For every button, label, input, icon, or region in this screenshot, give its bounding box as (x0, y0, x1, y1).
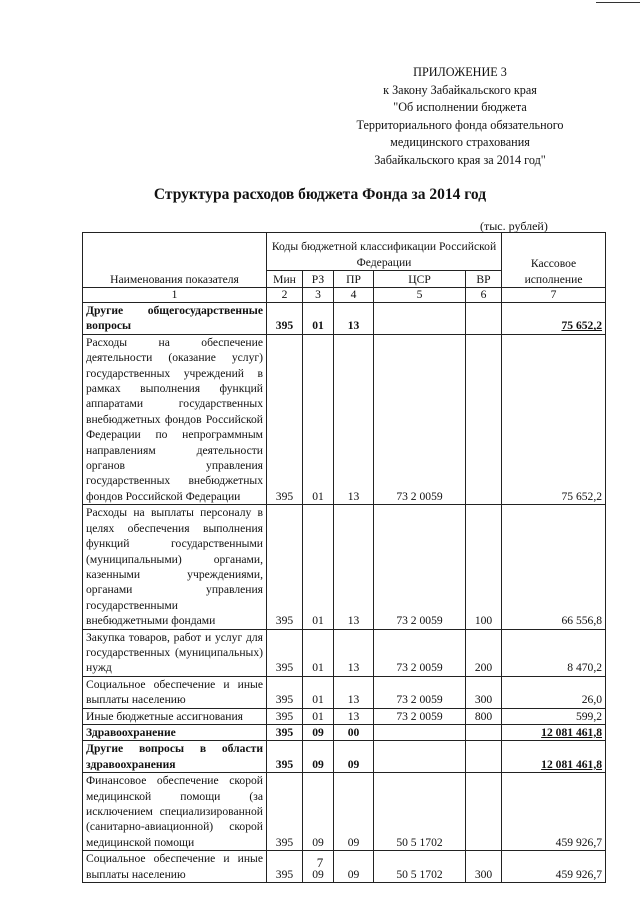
row-pr: 13 (334, 708, 374, 724)
row-min: 395 (267, 741, 303, 773)
table-row (83, 724, 606, 740)
budget-table (82, 232, 606, 883)
header-name: Наименования показателя (83, 233, 267, 288)
row-amount: 459 926,7 (502, 773, 606, 851)
row-name: Другие общегосударственные вопросы (83, 303, 267, 335)
column-number-row (83, 288, 606, 303)
row-rz: 09 (303, 724, 334, 740)
annex-line: Территориального фонда обязательного (356, 117, 564, 132)
row-vr (466, 773, 502, 851)
row-pr: 13 (334, 505, 374, 629)
row-csr: 73 2 0059 (374, 708, 466, 724)
row-csr (374, 303, 466, 335)
row-min: 395 (267, 851, 303, 883)
row-rz: 01 (303, 708, 334, 724)
annex-line: медицинского страхования (390, 135, 530, 150)
document-title: Структура расходов бюджета Фонда за 2014 год (153, 186, 487, 203)
row-name: Другие вопросы в области здравоохранения (83, 741, 267, 773)
row-pr: 13 (334, 676, 374, 708)
row-name: Расходы на выплаты персоналу в целях обеспечения выполнения функций государственными (муниципальными) органами, казенными учреждениями, органами управления государственными внебюджетными фондами (83, 505, 267, 629)
row-vr (466, 724, 502, 740)
row-vr (466, 334, 502, 504)
table-row (83, 773, 606, 851)
row-amount: 75 652,2 (502, 303, 606, 335)
row-pr: 13 (334, 303, 374, 335)
annex-line: к Закону Забайкальского края (383, 82, 537, 97)
row-amount: 459 926,7 (502, 851, 606, 883)
header-pr: ПР (334, 271, 374, 288)
column-number: 2 (267, 288, 303, 303)
row-vr (466, 303, 502, 335)
row-csr (374, 724, 466, 740)
row-vr: 100 (466, 505, 502, 629)
row-name: Здравоохранение (83, 724, 267, 740)
column-number: 1 (83, 288, 267, 303)
row-min: 395 (267, 708, 303, 724)
table-row (83, 676, 606, 708)
row-csr: 73 2 0059 (374, 505, 466, 629)
annex-line: Забайкальского края за 2014 год" (374, 152, 546, 167)
row-pr: 13 (334, 629, 374, 676)
row-amount: 66 556,8 (502, 505, 606, 629)
header-amount: Кассовое исполнение (502, 233, 606, 288)
column-number: 6 (466, 288, 502, 303)
column-number: 4 (334, 288, 374, 303)
row-min: 395 (267, 629, 303, 676)
row-pr: 13 (334, 334, 374, 504)
row-vr (466, 741, 502, 773)
table-row (83, 505, 606, 629)
row-amount: 75 652,2 (502, 334, 606, 504)
row-vr: 200 (466, 629, 502, 676)
annex-line: "Об исполнении бюджета (393, 100, 527, 115)
row-min: 395 (267, 334, 303, 504)
row-csr: 73 2 0059 (374, 629, 466, 676)
row-rz: 01 (303, 676, 334, 708)
table-row (83, 741, 606, 773)
page-number: 7 (316, 855, 324, 870)
column-number: 3 (303, 288, 334, 303)
row-name: Социальное обеспечение и иные выплаты населению (83, 851, 267, 883)
row-amount: 8 470,2 (502, 629, 606, 676)
row-pr: 00 (334, 724, 374, 740)
row-pr: 09 (334, 773, 374, 851)
row-name: Социальное обеспечение и иные выплаты населению (83, 676, 267, 708)
row-min: 395 (267, 303, 303, 335)
header-min: Мин (267, 271, 303, 288)
table-row (83, 334, 606, 504)
row-amount: 26,0 (502, 676, 606, 708)
column-number: 5 (374, 288, 466, 303)
row-amount: 12 081 461,8 (502, 741, 606, 773)
annex-line: ПРИЛОЖЕНИЕ 3 (413, 65, 507, 79)
row-amount: 12 081 461,8 (502, 724, 606, 740)
row-rz: 09 (303, 773, 334, 851)
header-rz: РЗ (303, 271, 334, 288)
row-csr: 73 2 0059 (374, 676, 466, 708)
annex-header (340, 64, 580, 170)
row-name: Закупка товаров, работ и услуг для государственных (муниципальных) нужд (83, 629, 267, 676)
row-pr: 09 (334, 741, 374, 773)
row-vr: 800 (466, 708, 502, 724)
row-csr: 50 5 1702 (374, 851, 466, 883)
row-amount: 599,2 (502, 708, 606, 724)
header-row (83, 233, 606, 271)
row-csr (374, 741, 466, 773)
row-rz: 01 (303, 629, 334, 676)
column-number: 7 (502, 288, 606, 303)
row-csr: 73 2 0059 (374, 334, 466, 504)
row-rz: 01 (303, 505, 334, 629)
row-name: Финансовое обеспечение скорой медицинской помощи (за исключением специализированной (санитарно-авиационной) скорой медицинской помощи (83, 773, 267, 851)
table-row (83, 303, 606, 335)
row-min: 395 (267, 724, 303, 740)
unit-note: (тыс. рублей) (480, 219, 548, 233)
row-min: 395 (267, 773, 303, 851)
row-rz: 09 (303, 741, 334, 773)
header-codes-group: Коды бюджетной классификации Российской Федерации (267, 233, 502, 271)
row-min: 395 (267, 505, 303, 629)
row-rz: 01 (303, 303, 334, 335)
row-rz: 01 (303, 334, 334, 504)
row-name: Расходы на обеспечение деятельности (оказание услуг) государственных учреждений в рамках выполнения функций аппаратами государственных внебюджетных фондов Российской Федерации по непрограммным направлениям деятельности органов управления государственных внебюджетных фондов Российской Федерации (83, 334, 267, 504)
row-name: Иные бюджетные ассигнования (83, 708, 267, 724)
header-vr: ВР (466, 271, 502, 288)
table-row (83, 629, 606, 676)
row-min: 395 (267, 676, 303, 708)
header-csr: ЦСР (374, 271, 466, 288)
corner-mark (596, 2, 640, 3)
row-vr: 300 (466, 676, 502, 708)
row-csr: 50 5 1702 (374, 773, 466, 851)
row-vr: 300 (466, 851, 502, 883)
row-rz: 09 (303, 851, 334, 883)
table-row (83, 708, 606, 724)
row-pr: 09 (334, 851, 374, 883)
